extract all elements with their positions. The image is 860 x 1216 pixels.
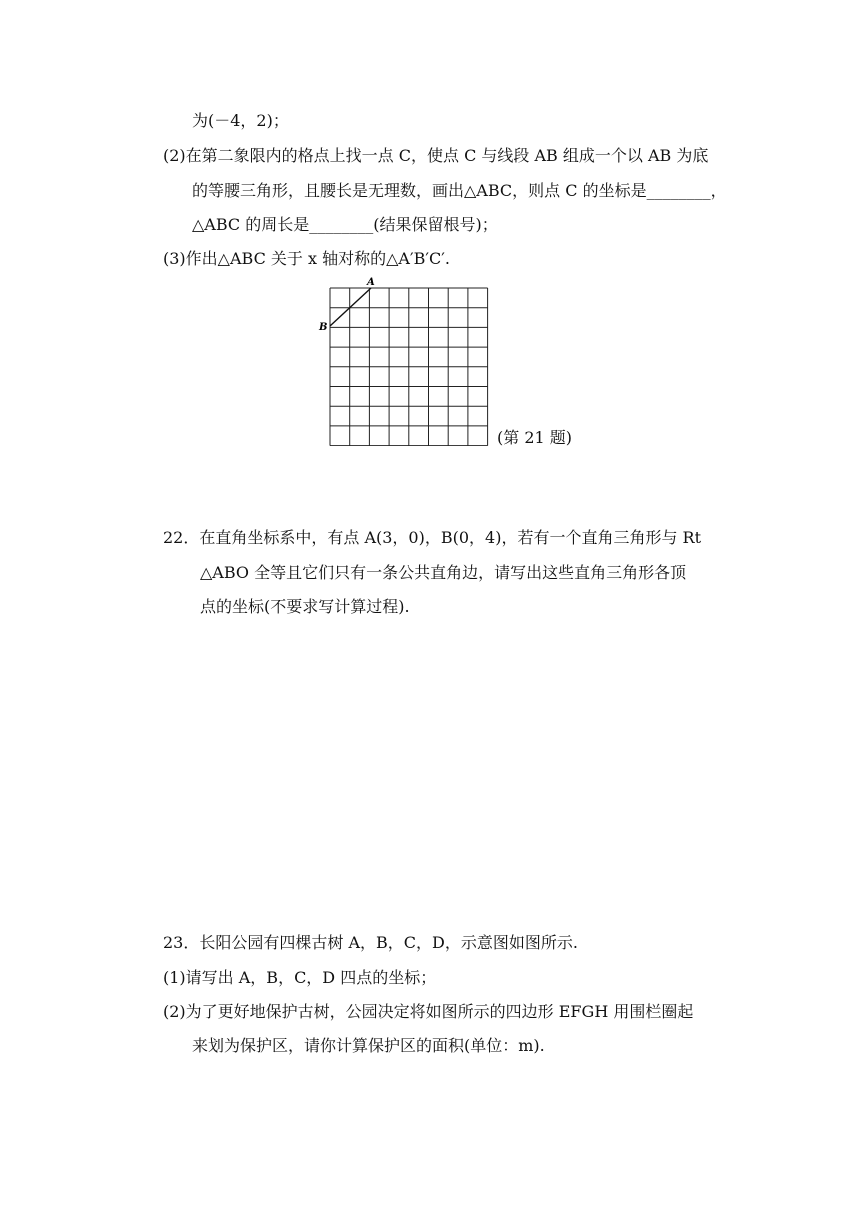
q22-line3: 点的坐标(不要求写计算过程). [200, 597, 410, 616]
grid-figure [316, 274, 496, 446]
q23-line4: 来划为保护区，请你计算保护区的面积(单位：m). [192, 1036, 545, 1055]
q22-line1: 22．在直角坐标系中，有点 A(3，0)，B(0，4)，若有一个直角三角形与 Rt [163, 528, 702, 547]
q23-line1: 23．长阳公园有四棵古树 A，B，C，D，示意图如图所示. [163, 933, 578, 952]
q21-line1: 为(－4，2)； [192, 111, 289, 130]
q21-line2: (2)在第二象限内的格点上找一点 C，使点 C 与线段 AB 组成一个以 AB 为底 [163, 146, 709, 165]
point-label-b: B [319, 322, 328, 333]
grid-lines [330, 288, 488, 446]
point-label-a: A [367, 277, 375, 288]
segment-ab [330, 288, 371, 326]
q22-line2: △ABO 全等且它们只有一条公共直角边，请写出这些直角三角形各顶 [200, 563, 687, 582]
q21-line5: (3)作出△ABC 关于 x 轴对称的△A′B′C′. [163, 249, 450, 268]
figure-caption: (第 21 题) [497, 428, 573, 447]
q23-line3: (2)为了更好地保护古树，公园决定将如图所示的四边形 EFGH 用围栏圈起 [163, 1002, 694, 1021]
q21-line4: △ABC 的周长是________(结果保留根号)； [192, 215, 498, 234]
q21-line3: 的等腰三角形，且腰长是无理数，画出△ABC，则点 C 的坐标是________， [192, 181, 727, 200]
q23-line2: (1)请写出 A，B，C，D 四点的坐标； [163, 968, 437, 987]
